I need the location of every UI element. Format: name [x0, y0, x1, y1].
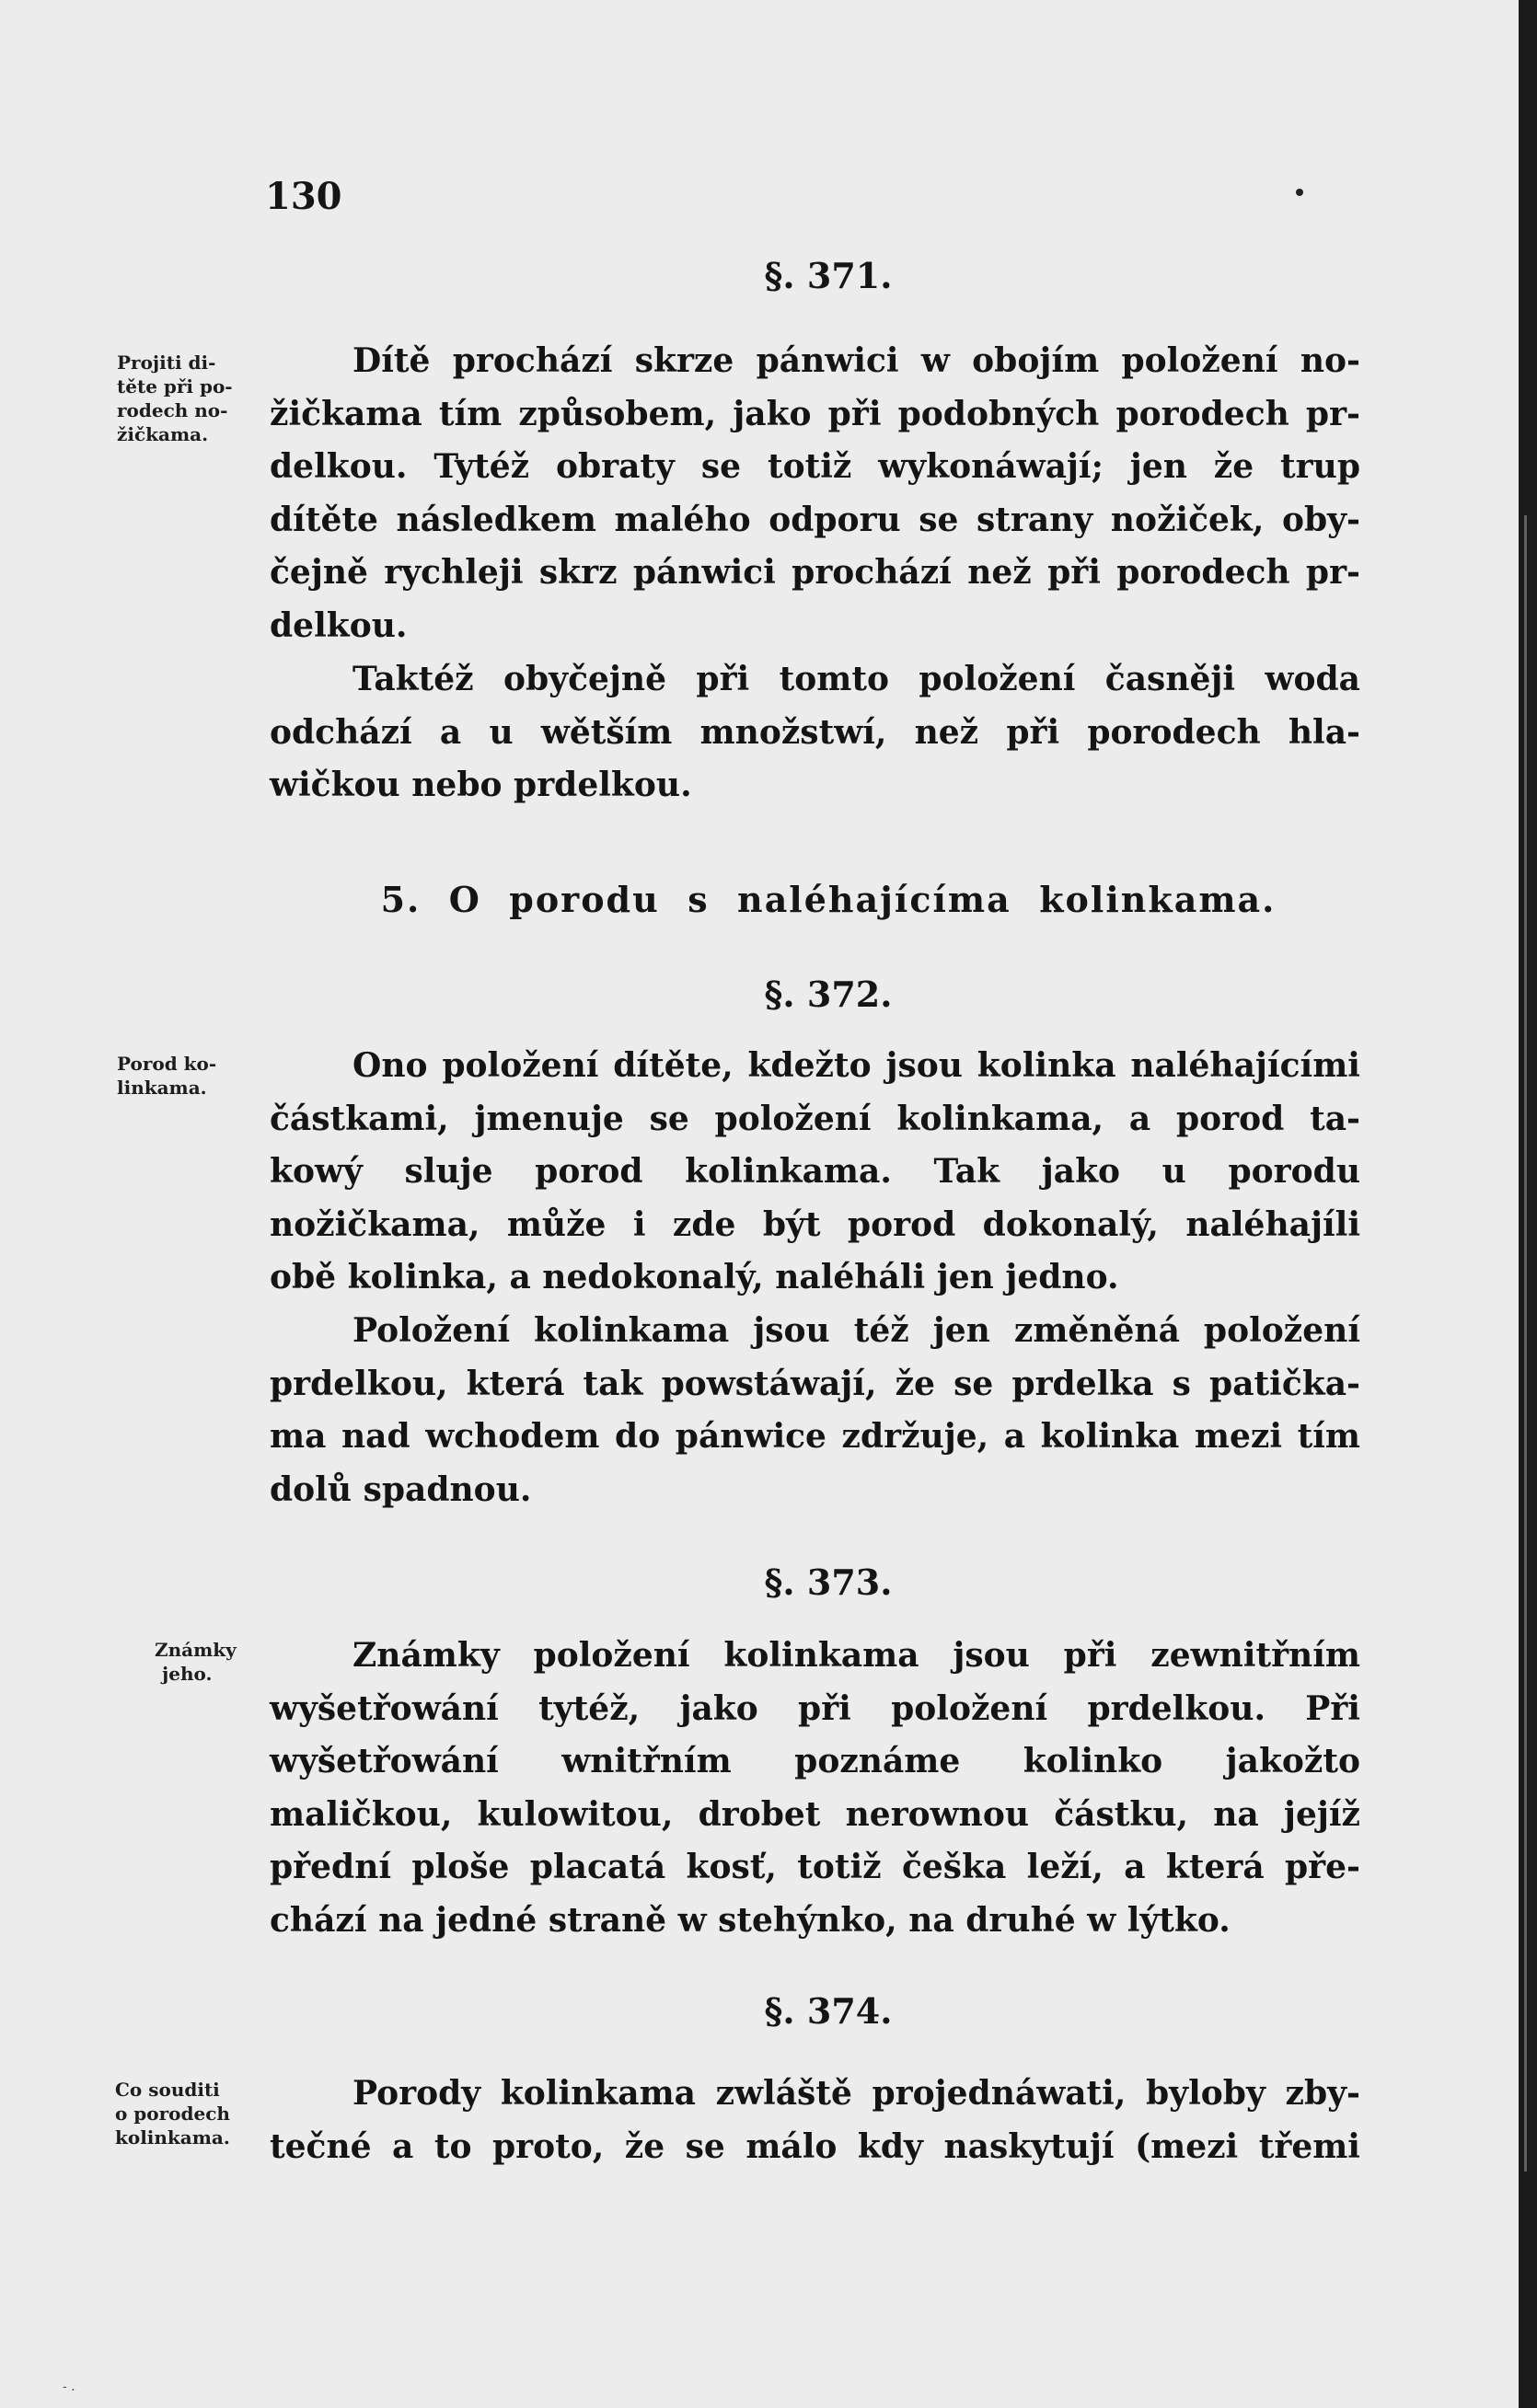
ink-dot [1296, 189, 1303, 196]
paragraph-372-1: Ono položení dítěte, kdežto jsou kolinka naléhajícími částkami, jmenuje se položení kolinkama, a porod ta- kowý sluje porod kolinkama. Tak jako u porodu nožičkama, může i zde být porod dokonalý, naléhajíli obě kolinka, a nedokonalý, naléháli jen jedno. [270, 1046, 1360, 1297]
paragraph-374: Porody kolinkama zwláště projednáwati, byloby zby- tečné a to proto, že se málo kdy naskytují (mezi třemi [270, 2074, 1360, 2166]
paragraph-371-1: Dítě prochází skrze pánwici w obojím položení no- žičkama tím způsobem, jako při podobných porodech pr- delkou. Tytéž obraty se totiž wykonáwají; jen že trup dítěte následkem malého odporu se strany nožiček, oby- čejně rychleji skrz pánwici prochází než při porodech pr- delkou. [270, 341, 1360, 645]
paragraph-371-2: Taktéž obyčejně při tomto položení časněji woda odchází a u wětším množstwí, než při porodech hla- wičkou nebo prdelkou. [270, 660, 1360, 805]
margin-note-374: Co souditi o porodech kolinkama. [115, 2079, 230, 2149]
scan-mark: - . [63, 2379, 75, 2394]
margin-note-372: Porod ko- linkama. [117, 1053, 217, 1099]
section-number-374: §. 374. [764, 1990, 893, 2032]
page-edge-shadow [1519, 0, 1537, 2408]
chapter-heading: 5. O porodu s naléhajícíma kolinkama. [380, 879, 1277, 920]
margin-note-373: Známky jeho. [155, 1639, 237, 1685]
section-number-373: §. 373. [764, 1561, 893, 1603]
paragraph-372-2: Položení kolinkama jsou též jen změněná položení prdelkou, která tak powstáwají, že se prdelka s patička- ma nad wchodem do pánwice zdržuje, a kolinka mezi tím dolů spadnou. [270, 1311, 1360, 1509]
section-number-371: §. 371. [764, 255, 893, 296]
margin-note-371: Projiti di- těte při po- rodech no- žičkama. [117, 351, 233, 445]
page-number: 130 [265, 175, 342, 218]
paragraph-373: Známky položení kolinkama jsou při zewnitřním wyšetřowání tytéž, jako při položení prdelkou. Při wyšetřowání wnitřním poznáme kolinko jakožto maličkou, kulowitou, drobet nerownou částku, na jejíž přední ploše placatá kosť, totiž češka leží, a která pře- chází na jedné straně w stehýnko, na druhé w lýtko. [270, 1636, 1360, 1940]
section-number-372: §. 372. [764, 974, 893, 1015]
